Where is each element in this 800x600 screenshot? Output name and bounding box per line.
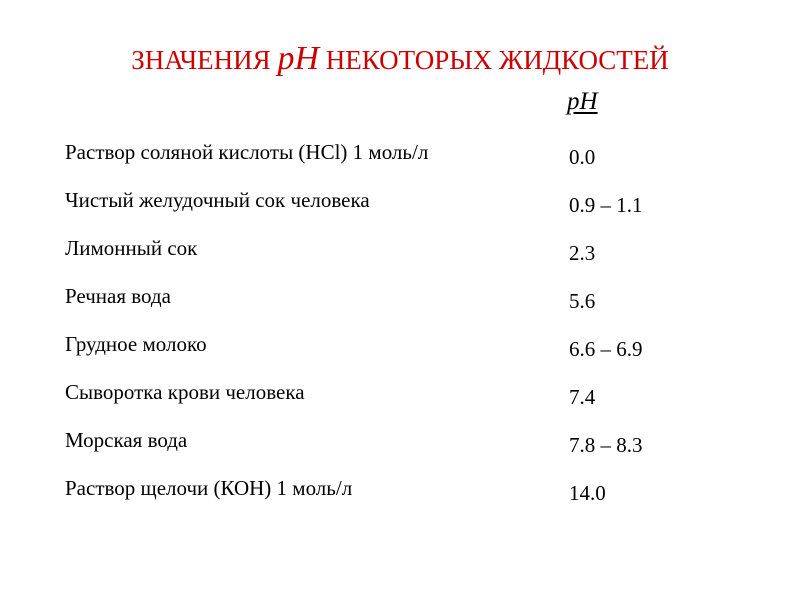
row-value: 14.0	[569, 481, 606, 505]
row-value: 6.6 – 6.9	[569, 337, 643, 361]
row-value: 7.4	[569, 385, 596, 409]
row-label: Раствор соляной кислоты (HCl) 1 моль/л	[65, 140, 429, 164]
row-label: Раствор щелочи (КОН) 1 моль/л	[65, 476, 353, 500]
table-row	[0, 332, 800, 372]
row-value: 0.0	[569, 145, 596, 169]
row-value: 7.8 – 8.3	[569, 433, 643, 457]
row-value: 2.3	[569, 241, 596, 265]
page-title	[0, 40, 800, 78]
row-label: Грудное молоко	[65, 332, 207, 356]
row-value: 5.6	[569, 289, 596, 313]
title-ph-symbol: pH	[277, 40, 319, 77]
table-row	[0, 140, 800, 180]
row-label: Морская вода	[65, 428, 188, 452]
row-label: Речная вода	[65, 284, 171, 308]
table-row	[0, 236, 800, 276]
ph-column-header: pH	[567, 88, 598, 115]
table-row	[0, 380, 800, 420]
title-suffix: НЕКОТОРЫХ ЖИДКОСТЕЙ	[325, 45, 669, 75]
table-row	[0, 284, 800, 324]
row-label: Сыворотка крови человека	[65, 380, 305, 404]
table-row	[0, 188, 800, 228]
table-row	[0, 476, 800, 516]
table-row	[0, 428, 800, 468]
row-value: 0.9 – 1.1	[569, 193, 643, 217]
row-label: Чистый желудочный сок человека	[65, 188, 370, 212]
row-label: Лимонный сок	[65, 236, 198, 260]
title-prefix: ЗНАЧЕНИЯ	[131, 45, 271, 75]
